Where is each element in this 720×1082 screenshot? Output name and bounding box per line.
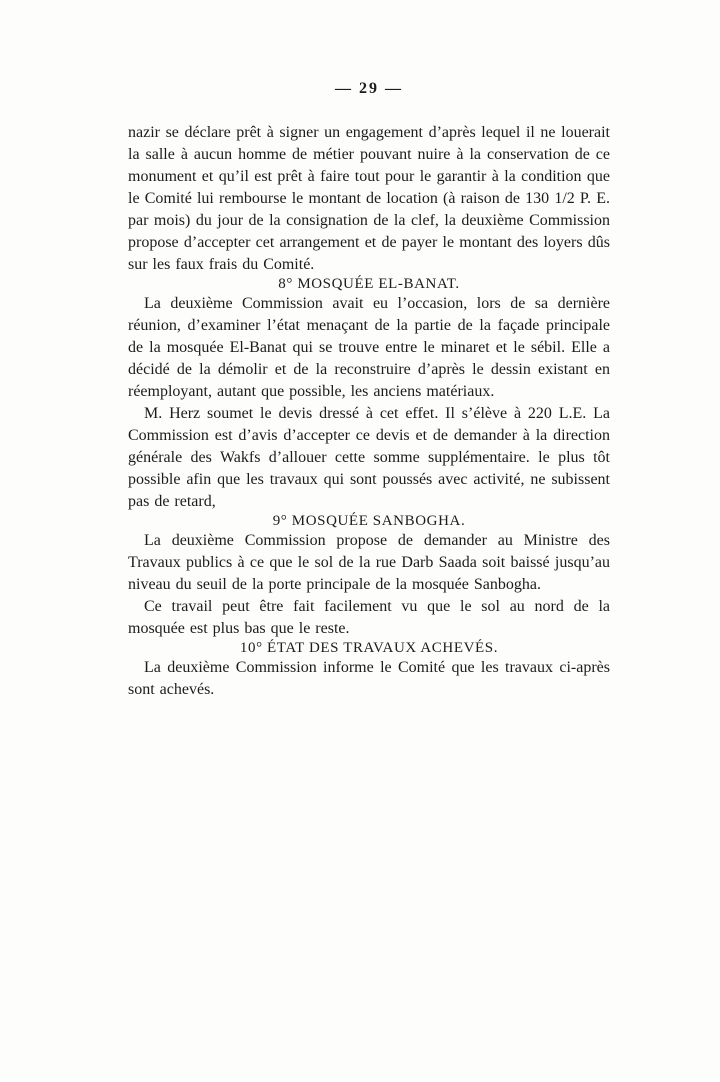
paragraph-sanbogha-rue-darb-saada: La deuxième Commission propose de demander au Ministre des Travaux publics à ce que le sol de la rue Darb Saada soit baissé jusqu’au niveau du seuil de la porte principale de la mosquée Sanbogha. [128, 532, 610, 593]
section-heading-text: 10° ÉTAT DES TRAVAUX ACHEVÉS. [239, 640, 499, 656]
paragraph-sanbogha-travail: Ce travail peut être fait facilement vu que le sol au nord de la mosquée est plus bas que le reste. [128, 598, 610, 637]
paragraph-travaux-acheves: La deuxième Commission informe le Comité que les travaux ci-après sont achevés. [128, 659, 610, 698]
section-heading-9-mosquee-sanbogha [128, 513, 610, 530]
section-heading-8-mosquee-el-banat [128, 276, 610, 293]
section-heading-text: 8° MOSQUÉE EL-BANAT. [278, 276, 460, 292]
page-number: — 29 — [335, 80, 403, 97]
paragraph-el-banat-facade: La deuxième Commission avait eu l’occasion, lors de sa dernière réunion, d’examiner l’état menaçant de la partie de la façade principale de la mosquée El-Banat qui se trouve entre le minaret et le sébil. Elle a décidé de la démolir et de la reconstruire d’après le dessin existant en réemployant, autant que possible, les anciens matériaux. [128, 295, 610, 400]
paragraph-nazir-engagement: nazir se déclare prêt à signer un engagement d’après lequel il ne louerait la salle à aucun homme de métier pouvant nuire à la conservation de ce monument et qu’il est prêt à faire tout pour le garantir à la condition que le Comité lui rembourse le montant de location (à raison de 130 1/2 P. E. par mois) du jour de la consignation de la clef, la deuxième Commission propose d’accepter cet arrangement et de payer le montant des loyers dûs sur les faux frais du Comité. [128, 124, 610, 273]
section-heading-text: 9° MOSQUÉE SANBOGHA. [272, 513, 466, 529]
paragraph-herz-devis: M. Herz soumet le devis dressé à cet effet. Il s’élève à 220 L.E. La Commission est d’avis d’accepter ce devis et de demander à la direction générale des Wakfs d’allouer cette somme supplémentaire. le plus tôt possible afin que les travaux qui sont poussés avec activité, ne subissent pas de retard, [128, 405, 610, 510]
section-heading-10-etat-travaux-acheves [128, 640, 610, 657]
text-column [128, 80, 610, 701]
